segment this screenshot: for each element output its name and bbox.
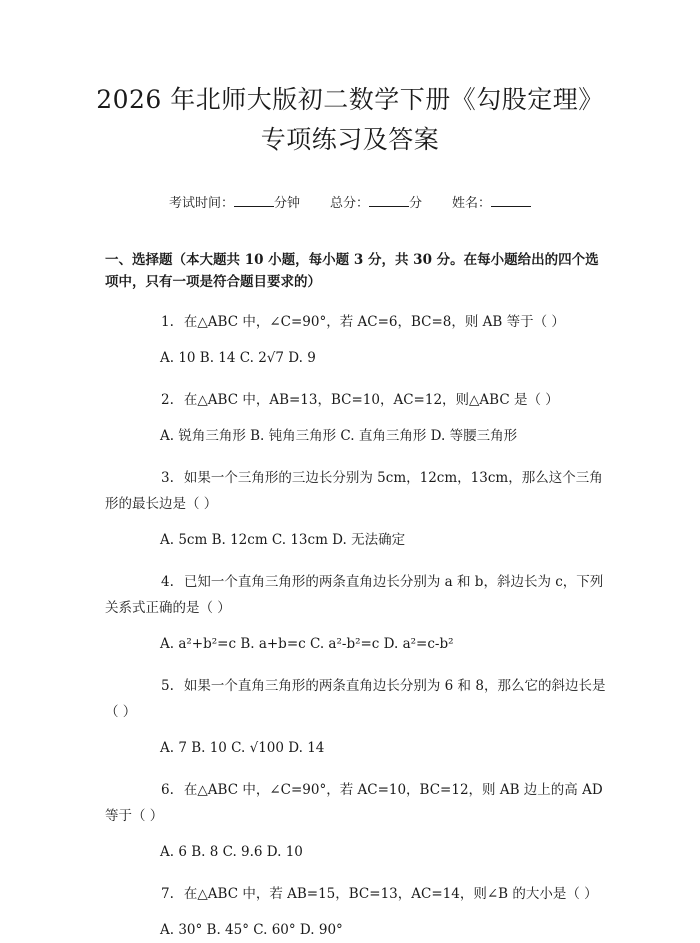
question-stem [105, 387, 610, 413]
student-name-field [452, 194, 531, 214]
question-item [105, 673, 610, 761]
total-score-label: 总分： [329, 196, 369, 211]
total-score-field [330, 194, 422, 214]
question-item [105, 881, 610, 943]
total-score-unit: 分 [409, 196, 423, 211]
question-number: 7. [161, 886, 174, 902]
question-number: 4. [161, 574, 174, 590]
question-number: 6. [161, 782, 174, 798]
question-text: 如果一个三角形的三边长分别为 5cm，12cm，13cm，那么这个三角形的最长边是（ ） [105, 470, 603, 512]
exam-time-field [169, 194, 300, 214]
question-options: A. 30° B. 45° C. 60° D. 90° [160, 922, 343, 938]
question-item [105, 777, 610, 865]
question-text: 在△ABC 中，∠C=90°，若 AC=6，BC=8，则 AB 等于（ ） [183, 314, 565, 330]
exam-time-blank [234, 194, 274, 207]
total-score-blank [369, 194, 409, 207]
question-number: 3. [161, 470, 174, 486]
question-stem [105, 881, 610, 907]
question-options: A. 5cm B. 12cm C. 13cm D. 无法确定 [160, 532, 406, 548]
question-item [105, 465, 610, 553]
question-stem [105, 777, 610, 829]
section-header-choice: 一、选择题（本大题共 10 小题，每小题 3 分，共 30 分。在每小题给出的四个选项中，只有一项是符合题目要求的） [105, 252, 599, 290]
exam-time-unit: 分钟 [273, 196, 300, 211]
question-text: 在△ABC 中，AB=13，BC=10，AC=12，则△ABC 是（ ） [183, 392, 559, 408]
question-stem [105, 309, 610, 335]
question-text: 在△ABC 中，若 AB=15，BC=13，AC=14，则∠B 的大小是（ ） [183, 886, 598, 902]
question-options: A. 10 B. 14 C. 2√7 D. 9 [160, 350, 316, 366]
question-item [105, 309, 610, 371]
exam-time-label: 考试时间： [168, 196, 234, 211]
exam-info-row [90, 194, 610, 214]
question-stem [105, 465, 610, 517]
question-number: 5. [161, 678, 174, 694]
question-number: 2. [161, 392, 174, 408]
question-options: A. 6 B. 8 C. 9.6 D. 10 [160, 844, 303, 860]
question-stem [105, 569, 610, 621]
question-text: 如果一个直角三角形的两条直角边长分别为 6 和 8，那么它的斜边长是（ ） [105, 678, 606, 720]
question-item [105, 387, 610, 449]
question-text: 在△ABC 中，∠C=90°，若 AC=10，BC=12，则 AB 边上的高 AD 等于（ ） [105, 782, 603, 824]
question-item [105, 569, 610, 657]
title-line-2: 专项练习及答案 [260, 125, 440, 154]
question-options: A. a²+b²=c B. a+b=c C. a²-b²=c D. a²=c-b² [160, 636, 454, 652]
question-number: 1. [161, 314, 174, 330]
page-title [90, 80, 610, 160]
student-name-blank [491, 194, 531, 207]
title-line-1: 2026 年北师大版初二数学下册《勾股定理》 [96, 85, 604, 114]
student-name-label: 姓名： [452, 196, 492, 211]
question-options: A. 锐角三角形 B. 钝角三角形 C. 直角三角形 D. 等腰三角形 [160, 428, 518, 444]
question-stem [105, 673, 610, 725]
question-text: 已知一个直角三角形的两条直角边长分别为 a 和 b，斜边长为 c，下列关系式正确的是（ ） [105, 574, 604, 616]
question-options: A. 7 B. 10 C. √100 D. 14 [160, 740, 325, 756]
question-list [105, 309, 610, 943]
